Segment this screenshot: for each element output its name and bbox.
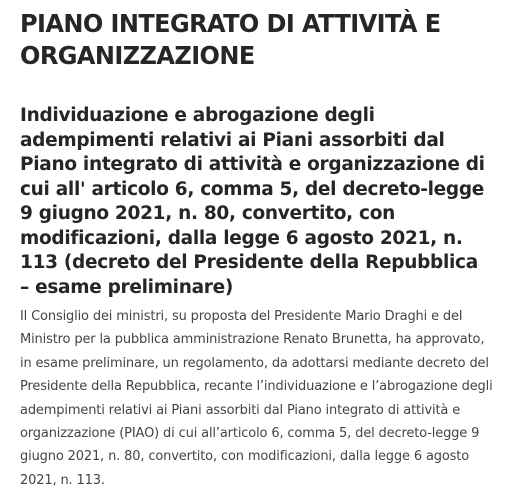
article-title: PIANO INTEGRATO DI ATTIVITÀ E ORGANIZZAZIONE xyxy=(20,9,441,70)
article-body: Il Consiglio dei ministri, su proposta del Presidente Mario Draghi e del Ministro per la pubblica amministrazione Renato Brunetta, ha approvato, in esame preliminare, un regolamento, da adottarsi mediante decreto del Presidente della Repubblica, recante l’individuazione e l’abrogazione degli adempimenti relativi ai Piani assorbiti dal Piano integrato di attività e organizzazione (PIAO) di cui all’articolo 6, comma 5, del decreto-legge 9 giugno 2021, n. 80, convertito, con modificazioni, dalla legge 6 agosto 2021, n. 113. xyxy=(20,309,493,488)
article-container xyxy=(20,0,504,488)
article-subtitle: Individuazione e abrogazione degli adempimenti relativi ai Piani assorbiti dal Piano integrato di attività e organizzazione di cui all' articolo 6, comma 5, del decreto-legge 9 giugno 2021, n. 80, convertito, con modificazioni, dalla legge 6 agosto 2021, n. 113 (decreto del Presidente della Repubblica – esame preliminare) xyxy=(20,105,485,298)
